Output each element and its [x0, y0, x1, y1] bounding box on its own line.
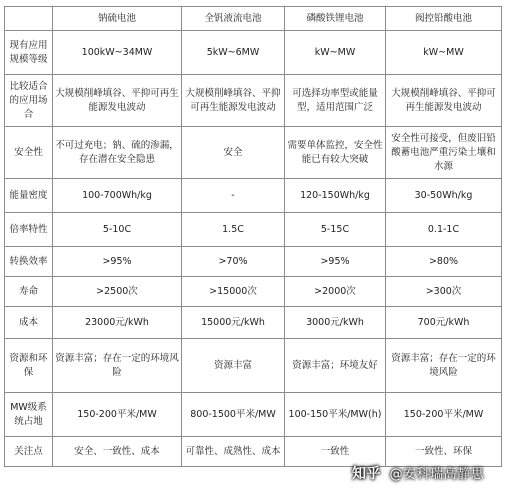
header-lead-acid: 阀控铅酸电池	[386, 7, 502, 31]
table-cell: 安全性可接受，但废旧铅酸蓄电池严重污染土壤和水源	[386, 127, 502, 179]
row-label: 资源和环保	[5, 339, 53, 393]
table-cell: 安全、一致性、成本	[53, 437, 182, 467]
header-corner	[5, 7, 53, 31]
table-cell: 120-150Wh/kg	[285, 179, 386, 213]
row-label: 寿命	[5, 277, 53, 307]
table-cell: 100kW~34MW	[53, 31, 182, 75]
table-cell: 800-1500平米/MW	[182, 393, 285, 437]
table-row	[5, 127, 502, 179]
table-cell: >80%	[386, 247, 502, 277]
table-header-row	[5, 7, 502, 31]
table-row	[5, 247, 502, 277]
table-row	[5, 277, 502, 307]
table-cell: 150-200平米/MW	[386, 393, 502, 437]
table-cell: >2500次	[53, 277, 182, 307]
header-sodium-sulfur: 钠硫电池	[53, 7, 182, 31]
row-label: MW级系统占地	[5, 393, 53, 437]
zhihu-logo: 知乎	[352, 466, 381, 482]
table-cell: >15000次	[182, 277, 285, 307]
table-cell: >300次	[386, 277, 502, 307]
table-cell: kW~MW	[386, 31, 502, 75]
table-cell: 5-10C	[53, 213, 182, 247]
row-label: 转换效率	[5, 247, 53, 277]
table-cell: 23000元/kWh	[53, 307, 182, 339]
table-row	[5, 393, 502, 437]
table-cell: >2000次	[285, 277, 386, 307]
header-lfp: 磷酸铁锂电池	[285, 7, 386, 31]
row-label: 倍率特性	[5, 213, 53, 247]
table-cell: 3000元/kWh	[285, 307, 386, 339]
table-cell: 30-50Wh/kg	[386, 179, 502, 213]
table-cell: 安全	[182, 127, 285, 179]
table-cell: 5-15C	[285, 213, 386, 247]
table-row	[5, 75, 502, 127]
battery-comparison-table	[4, 6, 502, 467]
table-row	[5, 437, 502, 467]
table-cell: 大规模削峰填谷、平抑可再生能源发电波动	[53, 75, 182, 127]
table-row	[5, 339, 502, 393]
zhihu-watermark	[352, 463, 484, 483]
table-row	[5, 213, 502, 247]
table-cell: 15000元/kWh	[182, 307, 285, 339]
row-label: 成本	[5, 307, 53, 339]
table-cell: >70%	[182, 247, 285, 277]
table-cell: 大规模削峰填谷、平抑可再生能源发电波动	[386, 75, 502, 127]
table-cell: >95%	[53, 247, 182, 277]
table-cell: 资源丰富	[182, 339, 285, 393]
table-cell: 5kW~6MW	[182, 31, 285, 75]
table-cell: 需要单体监控，安全性能已有较大突破	[285, 127, 386, 179]
table-cell: 一致性	[285, 437, 386, 467]
table-cell: 一致性、环保	[386, 437, 502, 467]
header-vanadium-flow: 全钒液流电池	[182, 7, 285, 31]
row-label: 比较适合的应用场合	[5, 75, 53, 127]
table-cell: 100-700Wh/kg	[53, 179, 182, 213]
table-cell: -	[182, 179, 285, 213]
table-cell: 资源丰富；存在一定的环境风险	[386, 339, 502, 393]
table-cell: 资源丰富；环境友好	[285, 339, 386, 393]
row-label: 安全性	[5, 127, 53, 179]
row-label: 现有应用规模等级	[5, 31, 53, 75]
table-cell: 700元/kWh	[386, 307, 502, 339]
table-row	[5, 31, 502, 75]
watermark-author: @安科瑞高静思	[389, 467, 485, 482]
table-cell: 150-200平米/MW	[53, 393, 182, 437]
table-cell: 1.5C	[182, 213, 285, 247]
table-cell: >95%	[285, 247, 386, 277]
table-cell: 100-150平米/MW(h)	[285, 393, 386, 437]
table-cell: kW~MW	[285, 31, 386, 75]
table-cell: 可选择功率型或能量型，适用范围广泛	[285, 75, 386, 127]
table-cell: 大规模削峰填谷、平抑可再生能源发电波动	[182, 75, 285, 127]
row-label: 关注点	[5, 437, 53, 467]
table-row	[5, 179, 502, 213]
table-cell: 资源丰富；存在一定的环境风险	[53, 339, 182, 393]
table-cell: 可靠性、成熟性、成本	[182, 437, 285, 467]
row-label: 能量密度	[5, 179, 53, 213]
table-cell: 0.1-1C	[386, 213, 502, 247]
table-cell: 不可过充电；钠、硫的渗漏，存在潜在安全隐患	[53, 127, 182, 179]
table-row	[5, 307, 502, 339]
